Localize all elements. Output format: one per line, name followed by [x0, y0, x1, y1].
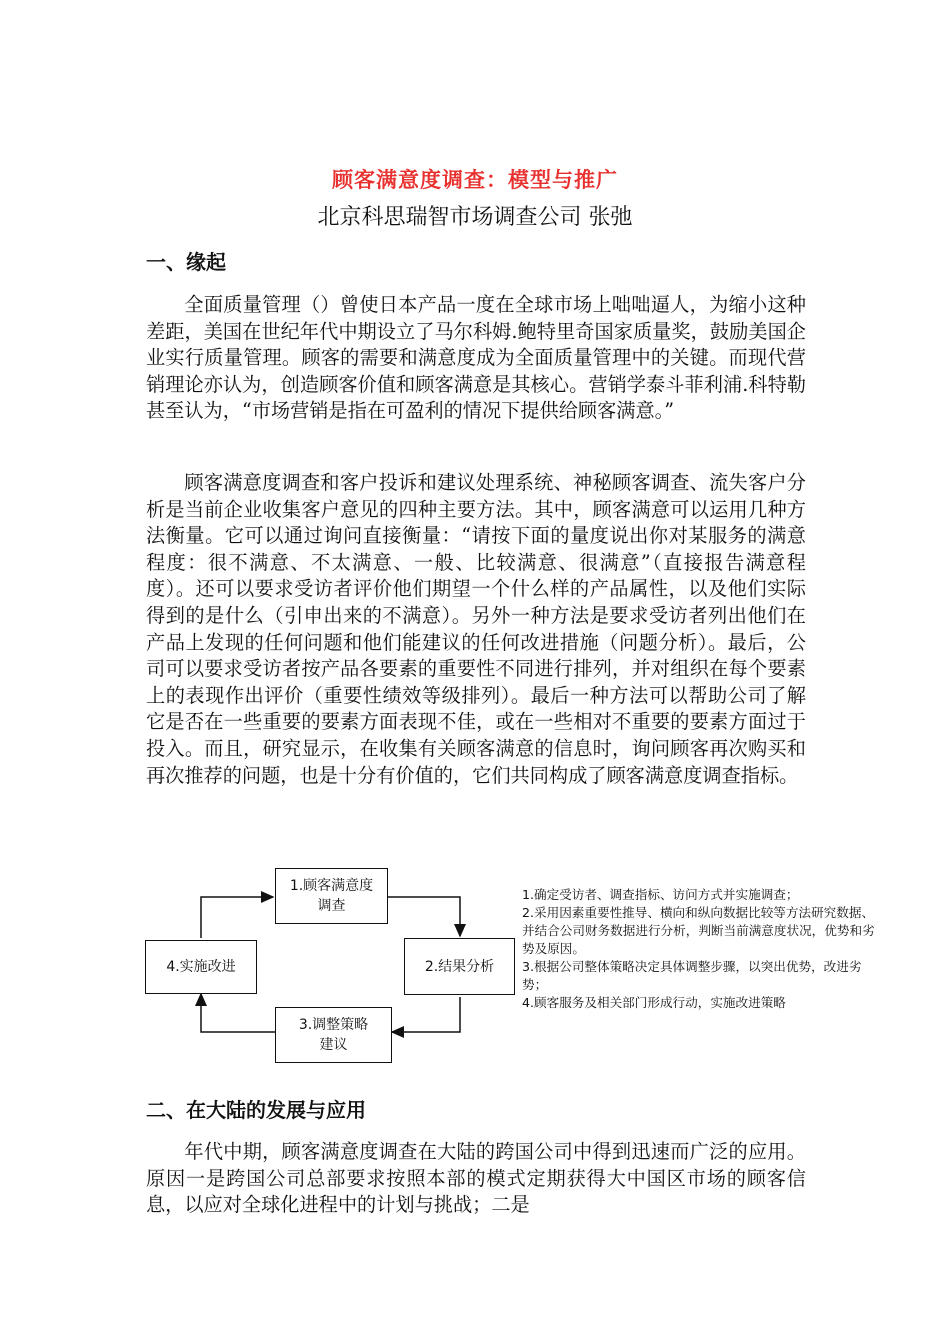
- process-note: 1.确定受访者、调查指标、访问方式并实施调查；: [522, 887, 799, 902]
- section-heading-development: 二、在大陆的发展与应用: [146, 1098, 366, 1122]
- arrow-1-to-2: [388, 897, 460, 936]
- process-note: 2.采用因素重要性推导、横向和纵向数据比较等方法研究数据、并结合公司财务数据进行分析，判断当前满意度状况，优势和劣势及原因。: [522, 905, 875, 956]
- paragraph-origin-1: 全面质量管理（）曾使日本产品一度在全球市场上咄咄逼人，为缩小这种差距，美国在世纪年代中期设立了马尔科姆.鲍特里奇国家质量奖，鼓励美国企业实行质量管理。顾客的需要和满意度成为全面质量管理中的关键。而现代营销理论亦认为，创造顾客价值和顾客满意是其核心。营销学泰斗菲利浦.科特勒甚至认为，“市场营销是指在可盈利的情况下提供给顾客满意。”: [146, 293, 806, 423]
- step-box-improve: [145, 940, 257, 994]
- section-heading-origin: 一、缘起: [146, 250, 226, 274]
- step-box-analysis-label: 2.结果分析: [424, 958, 495, 975]
- process-notes: [522, 886, 882, 1012]
- step-box-improve-label: 4.实施改进: [166, 959, 236, 975]
- paragraph-development-1: 年代中期，顾客满意度调查在大陆的跨国公司中得到迅速而广泛的应用。原因一是跨国公司总部要求按照本部的模式定期获得大中国区市场的顾客信息，以应对全球化进程中的计划与挑战；二是: [146, 1140, 806, 1217]
- step-box-strategy-label: 3.调整策略 建议: [298, 1017, 369, 1053]
- arrow-3-to-4: [201, 994, 276, 1032]
- paragraph-origin-2: 顾客满意度调查和客户投诉和建议处理系统、神秘顾客调查、流失客户分析是当前企业收集客户意见的四种主要方法。其中，顾客满意可以运用几种方法衡量。它可以通过询问直接衡量：“请按下面的量度说出你对某服务的满意程度：很不满意、不太满意、一般、比较满意、很满意”（直接报告满意程度）。还可以要求受访者评价他们期望一个什么样的产品属性，以及他们实际得到的是什么（引申出来的不满意）。另外一种方法是要求受访者列出他们在产品上发现的任何问题和他们能建议的任何改进措施（问题分析）。最后，公司可以要求受访者按产品各要素的重要性不同进行排列，并对组织在每个要素上的表现作出评价（重要性绩效等级排列）。最后一种方法可以帮助公司了解它是否在一些重要的要素方面表现不佳，或在一些相对不重要的要素方面过于投入。而且，研究显示，在收集有关顾客满意的信息时，询问顾客再次购买和再次推荐的问题，也是十分有价值的，它们共同构成了顾客满意度调查指标。: [146, 471, 806, 787]
- step-box-survey-label: 1.顾客满意度 调查: [289, 878, 374, 914]
- process-note: 4.顾客服务及相关部门形成行动，实施改进策略: [522, 995, 786, 1010]
- arrow-4-to-1: [201, 897, 273, 938]
- document-subtitle: 北京科思瑞智市场调查公司 张弛: [317, 205, 633, 230]
- step-box-strategy: [275, 1007, 392, 1063]
- step-box-survey: [275, 868, 388, 924]
- process-note: 3.根据公司整体策略决定具体调整步骤，以突出优势，改进劣势；: [522, 959, 862, 992]
- arrow-2-to-3: [392, 997, 460, 1032]
- document-title: 顾客满意度调查：模型与推广: [332, 168, 618, 192]
- step-box-analysis: [404, 938, 515, 995]
